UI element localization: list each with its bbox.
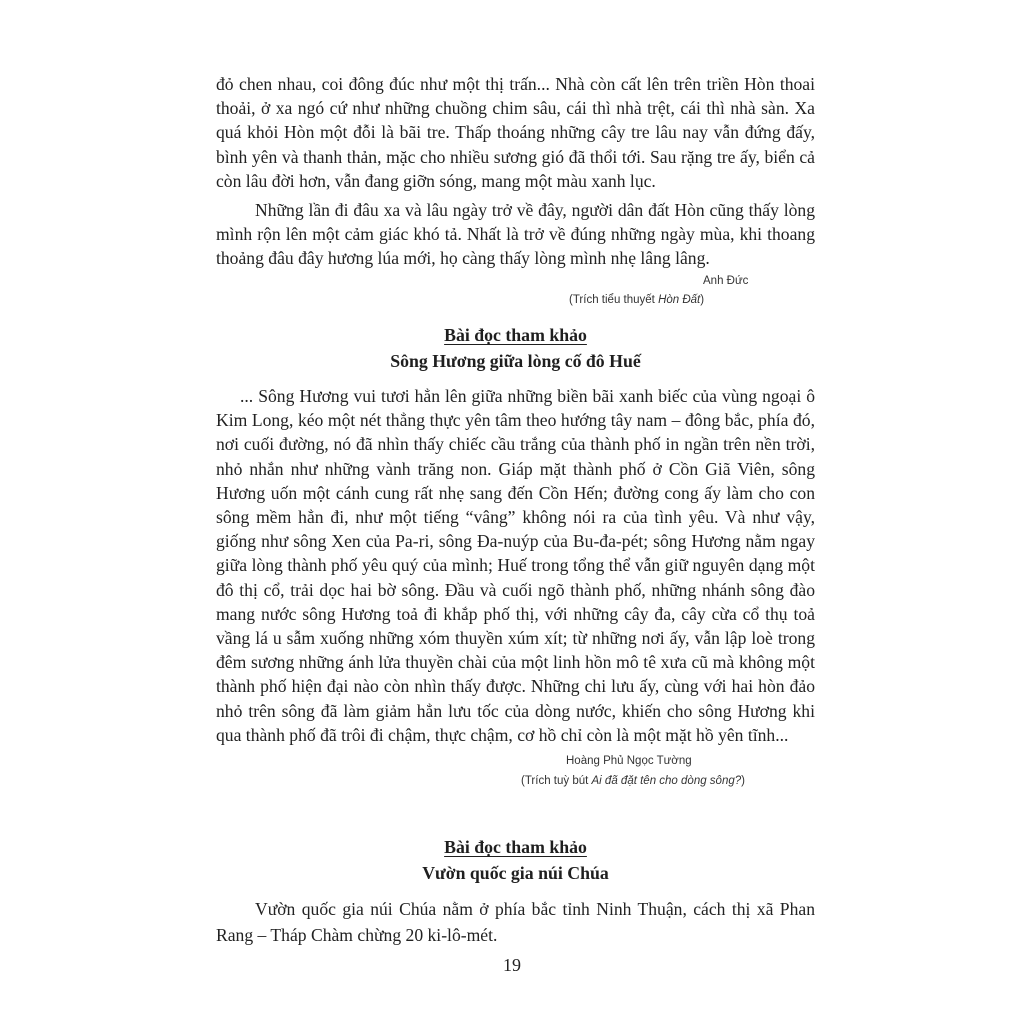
section-title: Sông Hương giữa lòng cố đô Huế (390, 351, 641, 371)
excerpt-hon-dat (216, 72, 815, 271)
source-prefix: (Trích tiểu thuyết (569, 294, 659, 306)
source-suffix: ) (700, 294, 705, 306)
section-heading-song-huong (216, 323, 815, 373)
section-title: Vườn quốc gia núi Chúa (422, 863, 609, 883)
author-credit: Anh Đức (703, 275, 749, 287)
source-title: Hòn Đất (658, 294, 701, 306)
excerpt-nui-chua (216, 896, 815, 948)
page-number: 19 (503, 955, 521, 975)
source-suffix: ) (741, 775, 745, 787)
reference-reading-label: Bài đọc tham khảo (444, 837, 587, 857)
excerpt-paragraph-1: đỏ chen nhau, coi đông đúc như một thị trấn... Nhà còn cất lên trên triền Hòn thoai thoải, ở xa ngó cứ như những chuồng chim sâu, cái thì nhà trệt, cái thì nhà sàn. Xa quá khỏi Hòn một đỗi là bãi tre. Thấp thoáng những cây tre lâu nay vẫn đứng đấy, bình yên và thanh thản, mặc cho nhiều sương gió đã thổi tới. Sau rặng tre ấy, biển cả còn lâu đời hơn, vẫn đang giỡn sóng, mang một màu xanh lục. (216, 74, 815, 191)
excerpt-paragraph: ... Sông Hương vui tươi hẳn lên giữa những biền bãi xanh biếc của vùng ngoại ô Kim Long, kéo một nét thẳng thực yên tâm theo hướng tây nam – đông bắc, phía đó, nơi cuối đường, nó đã nhìn thấy chiếc cầu trắng của thành phố in ngần trên nền trời, nhỏ nhắn như những vành trăng non. Giáp mặt thành phố ở Cồn Giã Viên, sông Hương uốn một cánh cung rất nhẹ sang đến Cồn Hến; đường cong ấy làm cho con sông mềm hẳn đi, như một tiếng “vâng” không nói ra của tình yêu. Và như vậy, giống như sông Xen của Pa-ri, sông Đa-nuýp của Bu-đa-pét; sông Hương nằm ngay giữa lòng thành phố yêu quý của mình; Huế trong tổng thể vẫn giữ nguyên dạng một đô thị cổ, trải dọc hai bờ sông. Đầu và cuối ngõ thành phố, những nhánh sông đào mang nước sông Hương toả đi khắp phố thị, với những cây đa, cây cừa cổ thụ toả vầng lá u sẫm xuống những xóm thuyền xúm xít; từ những nơi ấy, vẫn lập loè trong đêm sương những ánh lửa thuyền chài của một linh hồn mô tê xưa cũ mà không một thành phố hiện đại nào còn nhìn thấy được. Những chi lưu ấy, cùng với hai hòn đảo nhỏ trên sông đã làm giảm hẳn lưu tốc của dòng nước, khiến cho sông Hương khi qua thành phố đã trôi đi chậm, thực chậm, cơ hồ chỉ còn là một mặt hồ yên tĩnh... (216, 386, 815, 745)
source-prefix: (Trích tuỳ bút (521, 775, 592, 787)
source-credit (569, 294, 704, 306)
reference-reading-label: Bài đọc tham khảo (444, 325, 587, 345)
section-heading-nui-chua (216, 835, 815, 885)
excerpt-paragraph: Vườn quốc gia núi Chúa nằm ở phía bắc tỉnh Ninh Thuận, cách thị xã Phan Rang – Tháp Chàm chừng 20 ki-lô-mét. (216, 899, 815, 945)
excerpt-paragraph-2: Những lần đi đâu xa và lâu ngày trở về đây, người dân đất Hòn cũng thấy lòng mình rộn lên một cảm giác khó tả. Nhất là trở về đúng những ngày mùa, khi thoang thoảng đâu đây hương lúa mới, họ càng thấy lòng mình nhẹ lâng lâng. (216, 200, 815, 269)
excerpt-song-huong (216, 384, 815, 747)
source-title: Ai đã đặt tên cho dòng sông? (591, 775, 742, 787)
author-credit: Hoàng Phủ Ngọc Tường (566, 755, 692, 767)
source-credit (521, 775, 745, 787)
